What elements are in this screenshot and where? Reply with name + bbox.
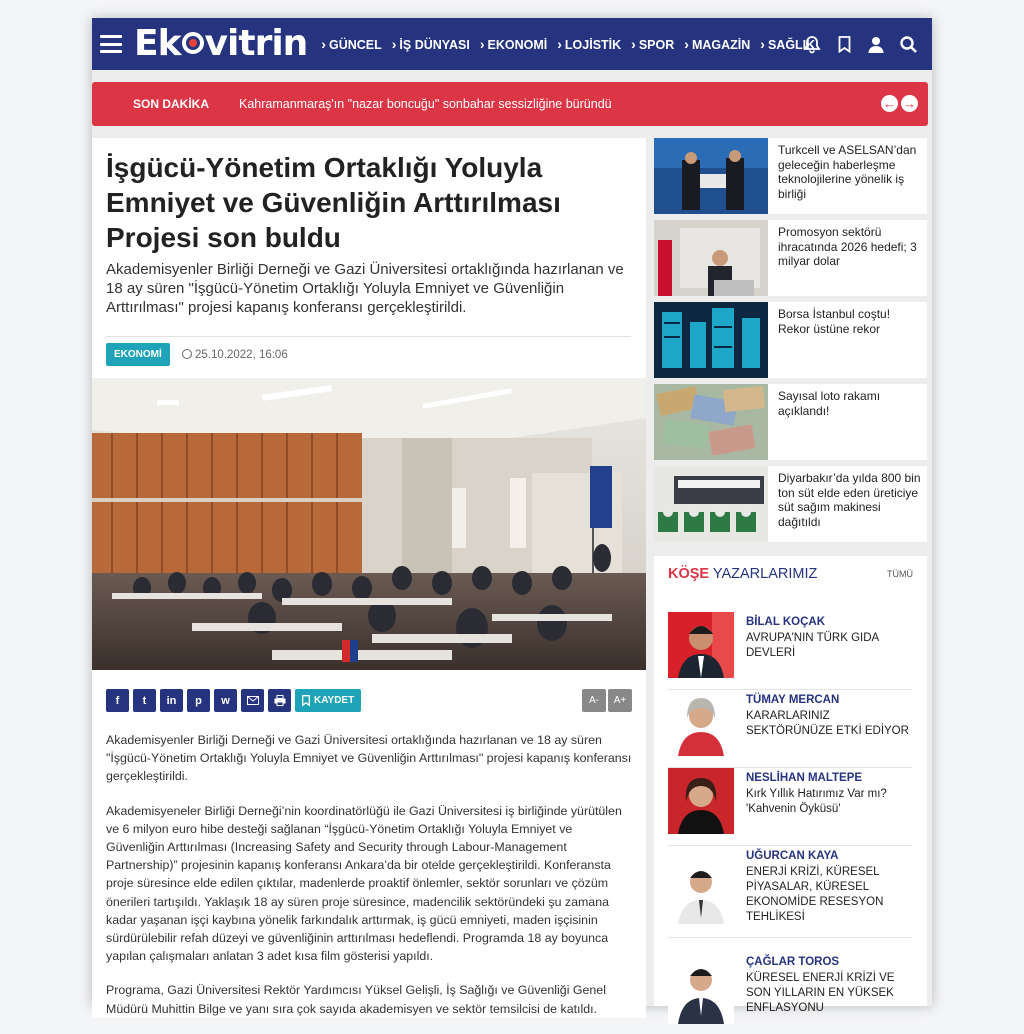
- article-paragraph: Akademisyenler Birliği Derneği ve Gazi Üniversitesi ortaklığında hazırlanan ve 18 ay süren "İşgücü-Yönetim Ortaklığı Yoluyla Emniyet ve Güvenliğin Arttırılması" projesi kapanış konferansı gerçekleştirildi.: [106, 733, 632, 784]
- twitter-icon[interactable]: t: [133, 689, 156, 712]
- author-name: NESLİHAN MALTEPE: [746, 772, 863, 784]
- news-thumbnail: [654, 466, 768, 542]
- email-icon[interactable]: [241, 689, 264, 712]
- header-actions: [796, 18, 924, 70]
- linkedin-icon[interactable]: in: [160, 689, 183, 712]
- author-article: Kırk Yıllık Hatırımız Var mı? 'Kahvenin Öyküsü': [746, 788, 887, 815]
- author-avatar: [668, 690, 734, 756]
- news-title: Diyarbakır’da yılda 800 bin ton süt elde eden üreticiye süt sağım makinesi dağıtıldı: [778, 471, 921, 529]
- font-size-controls: [582, 689, 632, 712]
- whatsapp-icon[interactable]: w: [214, 689, 237, 712]
- author-name: BİLAL KOÇAK: [746, 616, 826, 628]
- columnists-heading: KÖŞE YAZARLARIMIZ: [668, 566, 818, 582]
- share-bar: [106, 689, 361, 712]
- news-thumbnail: [654, 384, 768, 460]
- nav-saglik[interactable]: › SAĞLIK: [760, 36, 815, 52]
- news-title: Promosyon sektörü ihracatında 2026 hedefi; 3 milyar dolar: [778, 225, 917, 268]
- author-item[interactable]: [668, 846, 912, 938]
- divider: [106, 336, 631, 337]
- breaking-controls: [881, 95, 918, 112]
- news-thumbnail: [654, 220, 768, 296]
- see-all-link[interactable]: TÜMÜ: [887, 569, 913, 579]
- clock-icon: [182, 349, 192, 359]
- article-paragraph: Akademisyeneler Birliği Derneği’nin koordinatörlüğü ile Gazi Üniversitesi iş birliğinde yürütülen ve 6 milyon euro hibe desteği sağlanan “İşgücü-Yönetim Ortaklığı Yoluyla Emniyet ve Güvenliğin Arttırılması (Increasing Safety and Security through Labour-Management Partnership)” projesinin kapanış konferansı Ankara’da bir otelde gerçekleştirildi. Konferansta proje süresince elde edilen çıktılar, madenlerde proaktif önlemler, sektör sorunları ve çözüm önerileri tartışıldı. Yaklaşık 18 ay süren proje süresince, madencilik sektöründeki şu zamana kadar yaşanan işçi kaybına yönelik farkındalık arttırmak, iş gücü emniyeti, maden işçisinin sürdürülebilir refah düzeyi ve güvenliğinin arttırılması hedeflendi. Programda 18 ay boyunca yapılan çalışmaları anlatan 3 adet kısa film gösterisi yapıldı.: [106, 803, 622, 964]
- category-badge[interactable]: EKONOMİ: [106, 343, 170, 366]
- bell-icon[interactable]: [796, 36, 828, 53]
- news-title: Sayısal loto rakamı açıklandı!: [778, 389, 881, 418]
- sidebar-news-item[interactable]: [654, 302, 927, 378]
- bookmark-icon: [302, 695, 310, 706]
- sidebar-news-item[interactable]: [654, 384, 927, 460]
- news-thumbnail: [654, 138, 768, 214]
- article-photo: [92, 378, 646, 670]
- site-logo[interactable]: Ek vitrin: [134, 23, 308, 64]
- columnists-box: [654, 556, 927, 1014]
- nav-spor[interactable]: › SPOR: [631, 36, 674, 52]
- sidebar-news-item[interactable]: [654, 138, 927, 214]
- main-nav: [321, 36, 825, 52]
- logo-eye-icon: [182, 32, 204, 54]
- user-icon[interactable]: [860, 36, 892, 53]
- site-header: [92, 18, 932, 70]
- author-article: KARARLARINIZ SEKTÖRÜNÜZE ETKİ EDİYOR: [746, 710, 909, 737]
- author-item[interactable]: [668, 952, 912, 1030]
- article-summary: Akademisyenler Birliği Derneği ve Gazi Üniversitesi ortaklığında hazırlanan ve 18 ay süren "İşgücü-Yönetim Ortaklığı Yoluyla Emniyet ve Güvenliğin Arttırılması" projesi kapanış konferansı gerçekleştirildi.: [106, 261, 624, 316]
- article: [92, 138, 646, 1018]
- sidebar-news-item[interactable]: [654, 220, 927, 296]
- author-item[interactable]: [668, 690, 912, 768]
- font-decrease-button[interactable]: A-: [582, 689, 606, 712]
- font-increase-button[interactable]: A+: [608, 689, 632, 712]
- author-avatar: [668, 768, 734, 834]
- author-article: KÜRESEL ENERJİ KRİZİ VE SON YILLARIN EN YÜKSEK ENFLASYONU: [746, 972, 895, 1014]
- author-avatar: [668, 612, 734, 678]
- author-article: AVRUPA'NIN TÜRK GIDA DEVLERİ: [746, 632, 879, 659]
- author-name: TÜMAY MERCAN: [746, 694, 840, 706]
- author-item[interactable]: [668, 768, 912, 846]
- nav-magazin[interactable]: › MAGAZİN: [684, 36, 750, 52]
- nav-is-dunyasi[interactable]: › İŞ DÜNYASI: [392, 36, 470, 52]
- article-date: 25.10.2022, 16:06: [182, 349, 288, 361]
- nav-ekonomi[interactable]: › EKONOMİ: [480, 36, 547, 52]
- breaking-news-bar: [92, 82, 928, 126]
- news-title: Turkcell ve ASELSAN’dan geleceğin haberleşme teknolojilerine yönelik iş birliği: [778, 143, 917, 201]
- menu-icon[interactable]: [100, 35, 122, 53]
- search-icon[interactable]: [892, 36, 924, 53]
- author-article: ENERJİ KRİZİ, KÜRESEL PİYASALAR, KÜRESEL EKONOMİDE RESESYON TEHLİKESİ: [746, 866, 884, 923]
- author-name: ÇAĞLAR TOROS: [746, 956, 840, 968]
- author-item[interactable]: [668, 612, 912, 690]
- author-name: UĞURCAN KAYA: [746, 850, 839, 862]
- arrow-right-icon[interactable]: →: [903, 96, 916, 111]
- pinterest-icon[interactable]: p: [187, 689, 210, 712]
- bookmark-icon[interactable]: [828, 36, 860, 53]
- page: [92, 18, 932, 1016]
- breaking-headline[interactable]: Kahramanmaraş'ın "nazar boncuğu" sonbahar sessizliğine büründü: [239, 97, 612, 111]
- article-body: [106, 731, 632, 1034]
- print-icon[interactable]: [268, 689, 291, 712]
- author-avatar: [668, 958, 734, 1024]
- breaking-label: SON DAKİKA: [133, 97, 210, 111]
- nav-guncel[interactable]: › GÜNCEL: [321, 36, 381, 52]
- facebook-icon[interactable]: f: [106, 689, 129, 712]
- article-title: İşgücü-Yönetim Ortaklığı Yoluyla Emniyet ve Güvenliğin Arttırılması Projesi son buldu: [106, 152, 561, 253]
- news-title: Borsa İstanbul coştu! Rekor üstüne rekor: [778, 307, 891, 336]
- news-thumbnail: [654, 302, 768, 378]
- sidebar-news: [654, 138, 927, 548]
- author-avatar: [668, 858, 734, 924]
- arrow-left-icon[interactable]: ←: [883, 96, 896, 111]
- sidebar-news-item[interactable]: [654, 466, 927, 542]
- save-button[interactable]: KAYDET: [295, 689, 361, 712]
- nav-lojistik[interactable]: › LOJİSTİK: [557, 36, 621, 52]
- article-paragraph: Programa, Gazi Üniversitesi Rektör Yardımcısı Yüksel Gelişli, İş Sağlığı ve Güvenliği Genel Müdürü Muhittin Bilge ve yanı sıra çok sayıda akademisyen ve sektör temsilcisi de katıldı.: [106, 983, 606, 1016]
